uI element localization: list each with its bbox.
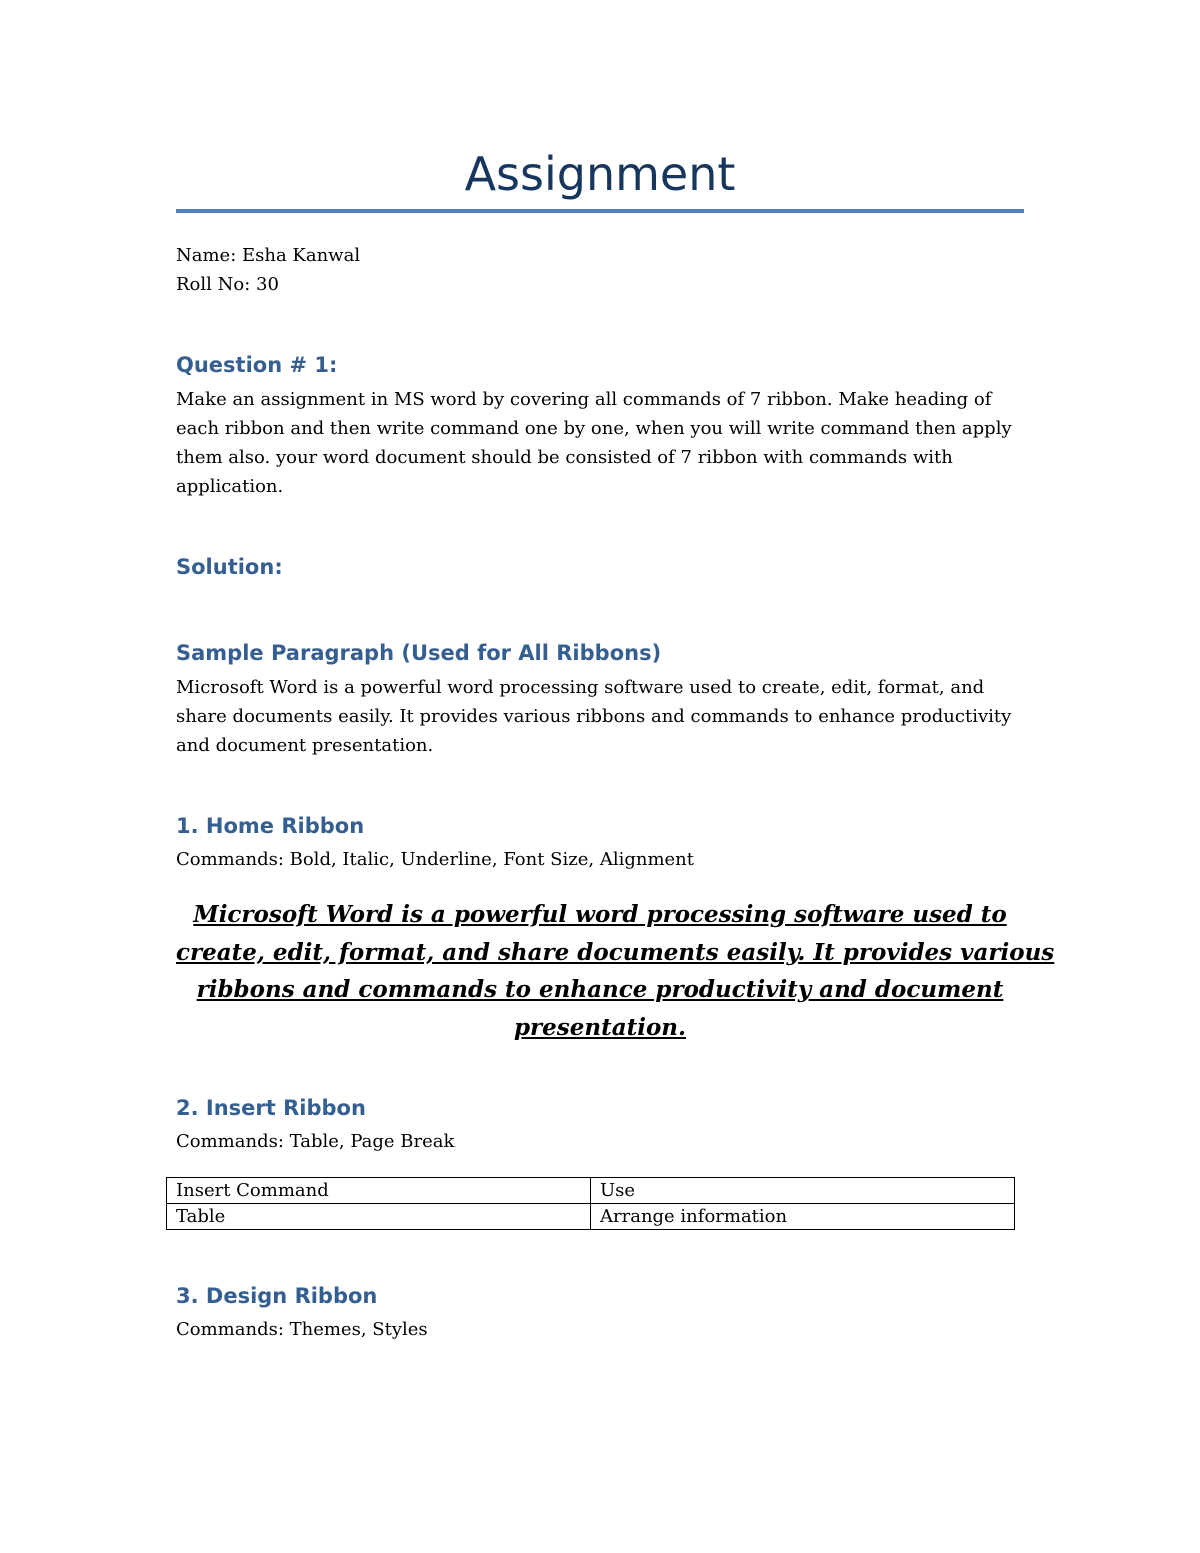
insert-ribbon-heading: 2. Insert Ribbon <box>176 1096 366 1120</box>
question-line: them also. your word document should be consisted of 7 ribbon with commands with <box>176 447 953 468</box>
formatted-line: presentation. <box>513 1013 687 1041</box>
roll-number: Roll No: 30 <box>176 274 279 295</box>
home-ribbon-heading: 1. Home Ribbon <box>176 814 365 838</box>
insert-command-table <box>166 1177 1015 1230</box>
question-heading: Question # 1: <box>176 353 338 377</box>
formatted-line: ribbons and commands to enhance productivity and document <box>196 976 1004 1003</box>
formatted-sample-paragraph <box>176 896 1055 1046</box>
question-line: application. <box>176 476 284 497</box>
table-header-cell: Insert Command <box>167 1178 591 1204</box>
home-ribbon-commands: Commands: Bold, Italic, Underline, Font Size, Alignment <box>176 849 694 870</box>
table-row <box>167 1204 1015 1230</box>
design-ribbon-heading: 3. Design Ribbon <box>176 1284 378 1308</box>
document-title: Assignment <box>464 147 736 201</box>
title-underline-rule <box>176 209 1024 213</box>
formatted-line: Microsoft Word is a powerful word processing software used to <box>193 901 1007 928</box>
sample-line: share documents easily. It provides various ribbons and commands to enhance productivity <box>176 706 1012 727</box>
question-text <box>176 385 1024 501</box>
table-header-row <box>167 1178 1015 1204</box>
table-header-cell: Use <box>591 1178 1015 1204</box>
sample-paragraph-text <box>176 673 1024 760</box>
sample-line: and document presentation. <box>176 735 434 756</box>
question-line: Make an assignment in MS word by covering all commands of 7 ribbon. Make heading of <box>176 389 992 410</box>
table-cell: Table <box>167 1204 591 1230</box>
sample-line: Microsoft Word is a powerful word processing software used to create, edit, format, and <box>176 677 985 698</box>
solution-heading: Solution: <box>176 555 283 579</box>
table-cell: Arrange information <box>591 1204 1015 1230</box>
sample-paragraph-heading: Sample Paragraph (Used for All Ribbons) <box>176 641 662 665</box>
student-name: Name: Esha Kanwal <box>176 245 361 266</box>
formatted-line: create, edit, format, and share documents easily. It provides various <box>176 938 1055 966</box>
insert-ribbon-commands: Commands: Table, Page Break <box>176 1131 455 1152</box>
design-ribbon-commands: Commands: Themes, Styles <box>176 1319 428 1340</box>
question-line: each ribbon and then write command one by one, when you will write command then apply <box>176 418 1012 439</box>
